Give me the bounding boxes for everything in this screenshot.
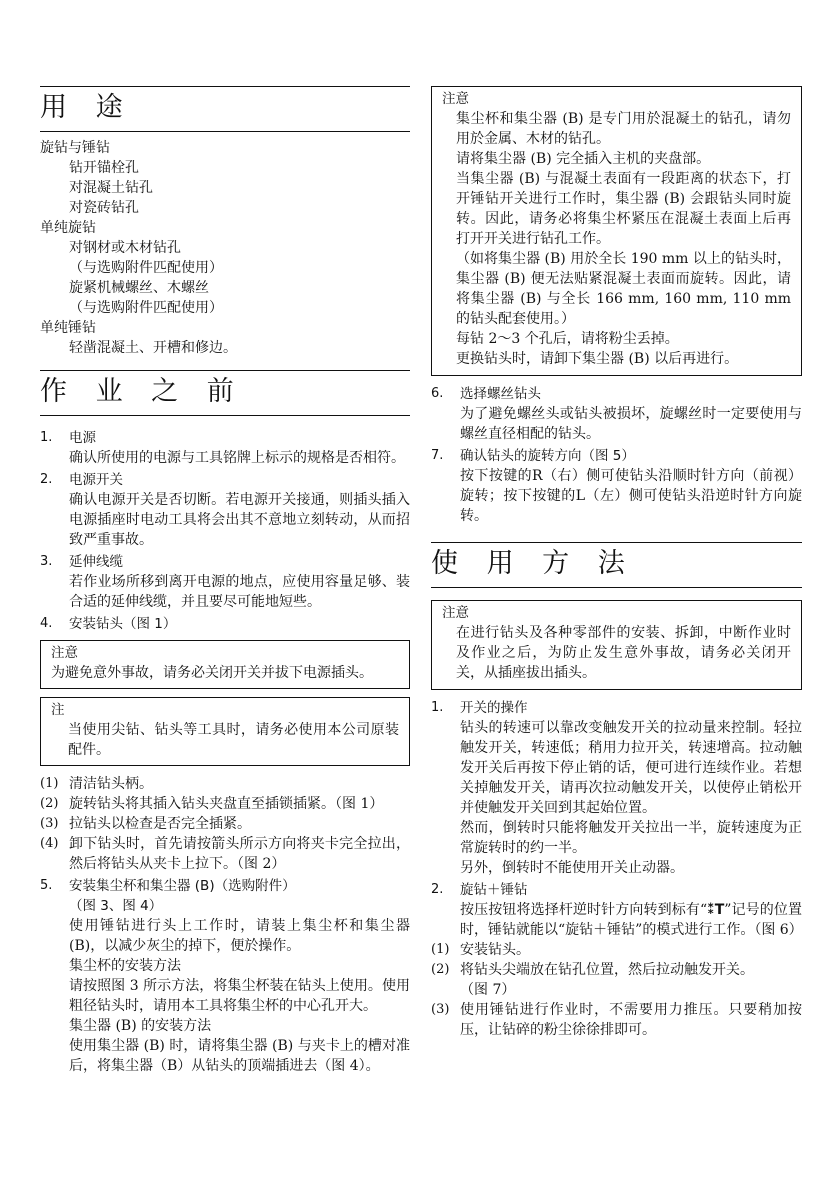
note-title: 注 xyxy=(51,702,65,718)
caution-dust-box xyxy=(431,86,802,376)
step-cont: （图 7） xyxy=(460,982,516,998)
step-text: 卸下钻头时，首先请按箭头所示方向将夹卡完全拉出，然后将钻头从夹卡上拉下。（图 2） xyxy=(69,836,410,872)
step-number: (3) xyxy=(40,816,59,831)
item-title: 安装钻头（图 1） xyxy=(69,616,177,632)
item-number: 7. xyxy=(431,448,444,463)
item-body: 使用集尘器 (B) 时，请将集尘器 (B) 与夹卡上的槽对准后，将集尘器（B）从钻头的顶端插进去（图 4）。 xyxy=(69,1038,410,1074)
uses-section xyxy=(40,138,410,358)
item-body: 然而，倒转时只能将触发开关拉出一半，旋转速度为正常旋转时的约一半。 xyxy=(460,820,802,856)
item-number: 3. xyxy=(40,554,53,569)
step-text: 旋转钻头将其插入钻头夹盘直至插锁插紧。（图 1） xyxy=(69,796,384,812)
step-number: (4) xyxy=(40,836,59,851)
caution-body: 在进行钻头及各种零部件的安装、拆卸，中断作业时及作业之后，为防止发生意外事故，请务必关闭开关，从插座拔出插头。 xyxy=(456,625,791,681)
step-text: 清洁钻头柄。 xyxy=(69,776,153,792)
item-body: 按下按键的R（右）侧可使钻头沿顺时针方向（前视）旋转；按下按键的L（左）侧可使钻头沿逆时针方向旋转。 xyxy=(460,468,802,524)
caution-box xyxy=(40,640,410,689)
use-group-hammer: 单纯锤钻 xyxy=(40,320,96,336)
item-power-switch xyxy=(40,470,410,550)
item-extension-cord xyxy=(40,552,410,612)
item-body: 钻头的转速可以靠改变触发开关的拉动量来控制。轻拉触发开关，转速低；稍用力拉开关，转速增高。拉动触发开关后再按下停止销的话，便可进行连续作业。若想关掉触发开关，请再次拉动触发开关，以使停止销松开并使触发开关回到其起始位置。 xyxy=(460,720,802,816)
item-title: 旋钻＋锤钻 xyxy=(460,882,528,898)
step xyxy=(40,774,410,794)
caution-title: 注意 xyxy=(442,605,469,621)
use-group-rotary-hammer: 旋钻与锤钻 xyxy=(40,140,110,156)
item-body: 另外，倒转时不能使用开关止动器。 xyxy=(460,860,684,876)
item-number: 6. xyxy=(431,386,444,401)
caution-body: 当集尘器 (B) 与混凝土表面有一段距离的状态下，打开锤钻开关进行工作时，集尘器 (B) 会跟钻头同时旋转。因此，请务必将集尘杯紧压在混凝土表面上后再打开开关进行钻孔工作。 xyxy=(456,171,791,247)
item-dust-cup xyxy=(40,876,410,1076)
caution-title: 注意 xyxy=(442,91,469,107)
heading-how-to-use: 使 用 方 法 xyxy=(431,542,802,588)
left-column xyxy=(40,86,410,1076)
step-number: (1) xyxy=(431,942,450,957)
step xyxy=(431,1000,802,1040)
item-title: 电源 xyxy=(69,430,96,446)
use-item: 对钢材或木材钻孔 xyxy=(69,240,181,256)
mount-steps xyxy=(40,774,410,874)
caution-body: 集尘杯和集尘器 (B) 是专门用於混凝土的钻孔，请勿用於金属、木材的钻孔。 xyxy=(456,111,791,147)
item-switch-operation xyxy=(431,698,802,878)
item-body: 为了避免螺丝头或钻头被损坏，旋螺丝时一定要使用与螺丝直径相配的钻头。 xyxy=(460,406,802,442)
use-item: 轻凿混凝土、开槽和修边。 xyxy=(69,340,237,356)
step-text: 使用锤钻进行作业时，不需要用力推压。只要稍加按压，让钻碎的粉尘徐徐排即可。 xyxy=(460,1002,802,1038)
step xyxy=(431,960,802,980)
item-title-cont: （图 3、图 4） xyxy=(69,898,163,914)
item-number: 2. xyxy=(431,882,444,897)
step xyxy=(40,794,410,814)
item-mount-bit xyxy=(40,614,410,634)
use-item: （与选购附件匹配使用） xyxy=(69,300,223,316)
use-item: 对瓷砖钻孔 xyxy=(69,200,139,216)
step xyxy=(40,814,410,834)
item-title: 延伸线缆 xyxy=(69,554,123,570)
item-body: 确认所使用的电源与工具铭牌上标示的规格是否相符。 xyxy=(69,450,405,466)
note-body: 当使用尖钻、钻头等工具时，请务必使用本公司原装配件。 xyxy=(68,722,399,758)
before-items xyxy=(40,428,410,634)
item-number: 5. xyxy=(40,878,53,893)
use-item: （与选购附件匹配使用） xyxy=(69,260,223,276)
note-box xyxy=(40,697,410,766)
item-body: 确认电源开关是否切断。若电源开关接通，则插头插入电源插座时电动工具将会出其不意地立刻转动，从而招致严重事故。 xyxy=(69,492,410,548)
item-subhead: 集尘器 (B) 的安装方法 xyxy=(69,1018,212,1034)
item-body xyxy=(431,900,802,940)
step-number: (1) xyxy=(40,776,59,791)
item-body: 若作业场所移到离开电源的地点，应使用容量足够、装合适的延伸线缆，并且要尽可能地短些。 xyxy=(69,574,410,610)
item-number: 1. xyxy=(40,430,53,445)
item-title: 确认钻头的旋转方向（图 5） xyxy=(460,448,635,464)
item-title: 选择螺丝钻头 xyxy=(460,386,541,402)
item-title: 安装集尘杯和集尘器 (B)（选购附件） xyxy=(69,878,296,894)
heading-before-operation: 作 业 之 前 xyxy=(40,370,410,416)
caution-body: （如将集尘器 (B) 用於全长 190 mm 以上的钻头时，集尘器 (B) 便无法贴紧混凝土表面而旋转。因此，请将集尘器 (B) 与全长 166 mm, 160 mm, 110 mm 的钻头配套使用。） xyxy=(456,251,791,327)
caution-body: 请将集尘器 (B) 完全插入主机的夹盘部。 xyxy=(456,151,711,167)
item-power-source xyxy=(40,428,410,468)
step-text: 将钻头尖端放在钻孔位置，然后拉动触发开关。 xyxy=(460,962,754,978)
item-subhead: 集尘杯的安装方法 xyxy=(69,958,181,974)
step xyxy=(431,940,802,960)
caution-body: 每钻 2～3 个孔后，请将粉尘丢掉。 xyxy=(456,331,679,347)
heading-uses: 用 途 xyxy=(40,86,410,132)
caution-body: 更换钻头时，请卸下集尘器 (B) 以后再进行。 xyxy=(456,351,739,367)
item-number: 4. xyxy=(40,616,53,631)
use-item: 钻开锚栓孔 xyxy=(69,160,139,176)
step-text: 安装钻头。 xyxy=(460,942,530,958)
use-item: 对混凝土钻孔 xyxy=(69,180,153,196)
item-title: 电源开关 xyxy=(69,472,123,488)
use-item: 旋紧机械螺丝、木螺丝 xyxy=(69,280,209,296)
hammer-drill-mode-icon: ⁑T xyxy=(707,902,725,918)
item-title: 开关的操作 xyxy=(460,700,528,716)
item-rotation-direction xyxy=(431,446,802,526)
use-group-rotary: 单纯旋钻 xyxy=(40,220,96,236)
right-column xyxy=(431,86,802,1040)
step-number: (2) xyxy=(40,796,59,811)
item-body: 使用锤钻进行头上工作时，请装上集尘杯和集尘器 (B)，以减少灰尘的掉下，便於操作。 xyxy=(69,918,410,954)
text-part: ”记号的位置时，锤钻就能以“旋钻＋锤钻”的模式进行工作。（图 6） xyxy=(460,902,803,938)
use-steps xyxy=(431,940,802,1040)
item-body: 请按照图 3 所示方法，将集尘杯装在钻头上使用。使用粗径钻头时，请用本工具将集尘杯的中心孔开大。 xyxy=(69,978,410,1014)
item-rotary-hammer-mode xyxy=(431,880,802,940)
step-number: (3) xyxy=(431,1002,450,1017)
caution-body: 为避免意外事故，请务必关闭开关并拔下电源插头。 xyxy=(51,665,373,681)
caution-title: 注意 xyxy=(51,645,78,661)
item-number: 2. xyxy=(40,472,53,487)
item-screw-bit xyxy=(431,384,802,444)
step-text: 拉钻头以检查是否完全插紧。 xyxy=(69,816,251,832)
step-number: (2) xyxy=(431,962,450,977)
text-part: 按压按钮将选择杆逆时针方向转到标有“ xyxy=(460,902,708,918)
caution-use-box xyxy=(431,600,802,690)
step xyxy=(40,834,410,874)
item-number: 1. xyxy=(431,700,444,715)
